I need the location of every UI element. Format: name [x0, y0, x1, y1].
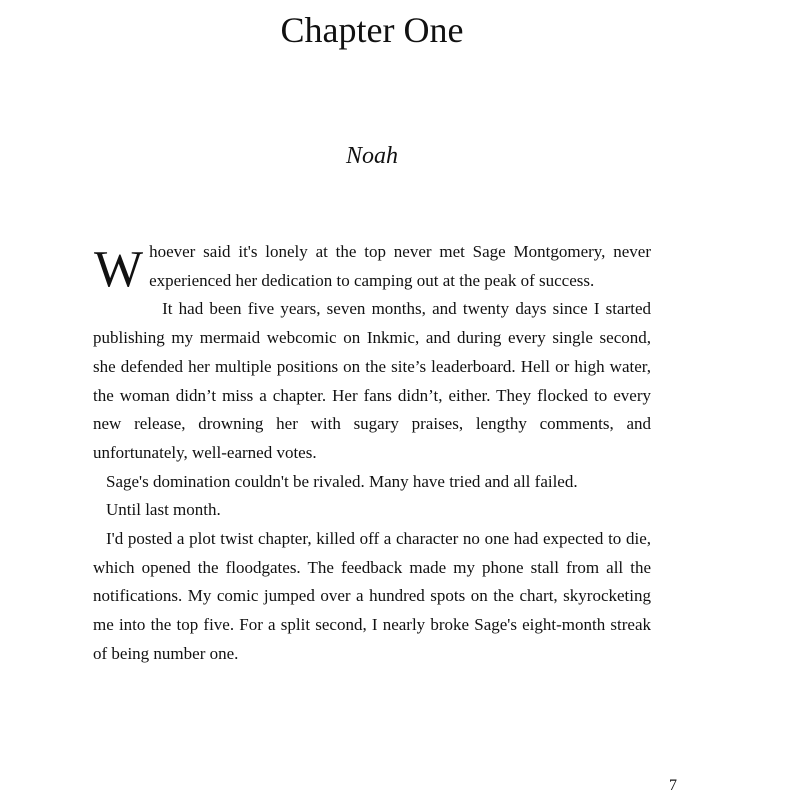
chapter-body: [93, 238, 651, 669]
paragraph: Until last month.: [106, 500, 221, 520]
opening-paragraph: [93, 238, 651, 298]
paragraph: It had been five years, seven months, and twenty days since I started publishing my mermaid webcomic on Inkmic, and during every single second, she defended her multiple positions on the site’s leaderboard. Hell or high water, the woman didn’t miss a chapter. Her fans didn’t, either. They flocked to every new release, drowning her with sugary praises, lengthy comments, and unfortunately, well-earned votes.: [93, 299, 651, 462]
chapter-pov-heading: Noah: [345, 143, 398, 169]
page-number: 7: [669, 777, 677, 794]
paragraph: Sage's domination couldn't be rivaled. Many have tried and all failed.: [106, 471, 578, 491]
chapter-title: Chapter One: [280, 10, 464, 50]
opening-paragraph-text: hoever said it's lonely at the top never met Sage Montgomery, never experienced her dedication to camping out at the peak of success.: [149, 242, 651, 290]
paragraph: I'd posted a plot twist chapter, killed off a character no one had expected to die, which opened the floodgates. The feedback made my phone stall from all the notifications. My comic jumped over a hundred spots on the chart, skyrocketing me into the top five. For a split second, I nearly broke Sage's eight-month streak of being number one.: [93, 529, 651, 663]
drop-cap: W: [94, 241, 144, 298]
